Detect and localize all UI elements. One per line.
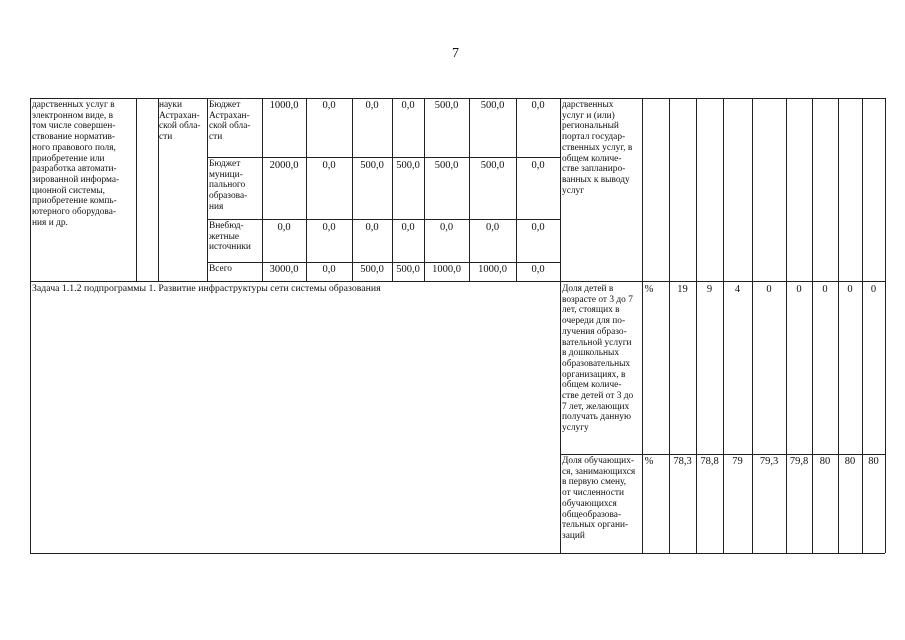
indicator-name: заций [562,530,585,541]
funding-value: 0,0 [322,222,336,233]
indicator-name: общеобразова- [562,509,622,520]
indicator-name: портал государ- [562,132,626,143]
funding-value: 500,0 [480,160,505,171]
indicator-value: 0 [870,284,877,295]
activity-description: разработка автомати- [32,164,117,175]
column-border [30,281,31,553]
indicator-name: услуг [562,185,585,196]
indicator-value: 80 [868,456,879,467]
activity-description: ния и др. [32,217,68,228]
funding-value: 2000,0 [269,160,299,171]
funding-value: 0,0 [439,222,454,233]
funding-source-label: жетные [209,231,240,242]
indicator-name: лет, стоящих в [562,305,620,316]
indicator-name: вательной услуги [562,337,632,348]
indicator-name: региональный [562,121,619,132]
task-row-top-border [30,281,885,282]
column-border [696,98,697,553]
funding-source-label: Бюджет [209,100,241,110]
indicator-value: 78,8 [700,456,719,467]
funding-value: 500,0 [480,100,505,111]
indicator-name: услугу [562,423,589,434]
indicator-value: 79 [732,456,743,467]
indicator-name: очереди для по- [562,316,626,327]
funding-value: 0,0 [531,222,545,233]
indicator-value: 79,3 [759,456,779,467]
executor-name: ской обла- [159,121,201,132]
activity-description: зированной информа- [32,174,120,185]
indicator-name: ственных услуг, в [562,142,633,153]
column-border [786,98,787,553]
funding-source-label: пального [209,180,246,191]
indicator-name: Доля обучающих- [562,456,635,466]
indicator-name: лучения образо- [562,326,627,337]
column-border [516,98,517,281]
activity-description: дарственных услуг в [32,100,115,110]
column-border [262,98,263,281]
indicator-name: услуг и (или) [562,110,615,121]
funding-source-label: Бюджет [209,159,241,169]
indicator-name: получать данную [562,412,631,423]
funding-source-label: источники [209,242,251,253]
activity-description: ютерного оборудова- [32,207,117,217]
column-border [752,98,753,553]
funding-source-label: муници- [209,169,243,180]
indicator-name: Доля детей в [562,284,614,294]
executor-name: Астрахан- [159,110,200,121]
column-border [862,98,863,553]
activity-description: ционной системы, [32,185,105,196]
indicator-name: возрасте от 3 до 7 [562,294,633,305]
funding-source-label: сти [209,132,223,143]
indicator-name: в дошкольных [562,348,620,359]
funding-value: 0,0 [365,222,379,233]
activity-description: электронном виде, в [32,110,114,121]
column-border [560,281,561,553]
funding-source-label: Всего [209,264,232,274]
indicator-name: дарственных [562,100,614,110]
column-border [207,98,208,281]
indicator-name: образовательных [562,358,631,369]
column-border [642,98,643,553]
indicator-value: 4 [734,284,741,295]
indicator-value: 0 [766,284,772,295]
source-divider [207,219,560,220]
indicator-name: организациях, в [562,369,626,380]
executor-name: науки [159,100,182,110]
column-border [560,98,561,281]
page-number: 7 [452,46,459,61]
funding-value: 0,0 [401,222,415,233]
indicator-unit: % [644,284,654,295]
funding-value: 0,0 [322,100,336,111]
column-border [136,98,137,281]
funding-value: 500,0 [434,100,459,111]
task-title: Задача 1.1.2 подпрограммы 1. Развитие инфраструктуры сети системы образования [32,283,381,294]
activity-description: приобретение компь- [32,196,117,207]
indicator-name: в первую смену, [562,477,627,488]
column-border [424,98,425,281]
source-divider [207,157,560,158]
funding-value: 1000,0 [432,264,461,275]
funding-value: 0,0 [531,264,545,275]
indicator-value: 80 [844,456,856,467]
funding-source-label: образова- [209,191,248,202]
funding-value: 0,0 [401,100,415,111]
activity-description: ствование норматив- [32,132,116,143]
indicator-name: от численности [562,488,624,499]
indicator-value: 80 [819,456,831,467]
indicator-value: 9 [706,284,713,295]
funding-source-label: ской обла- [209,121,251,132]
funding-source-label: Астрахан- [209,110,250,121]
column-border [306,98,307,281]
executor-name: сти [159,132,173,143]
funding-value: 1000,0 [478,264,507,275]
indicator-name: 7 лет, желающих [562,401,630,412]
indicator-value: 0 [847,284,853,295]
column-border [30,98,31,281]
column-border [812,98,813,553]
column-border [392,98,393,281]
funding-value: 0,0 [531,100,545,111]
indicator-name: стве запланиро- [562,164,626,175]
funding-value: 0,0 [322,160,336,171]
indicator-name: обучающихся [562,498,617,509]
column-border [723,98,724,553]
funding-value: 500,0 [434,160,459,171]
funding-value: 500,0 [396,160,420,171]
activity-description: том числе совершен- [32,121,116,132]
funding-value: 500,0 [360,160,384,171]
column-border [469,98,470,281]
indicator-value: 78,3 [673,456,692,467]
source-divider [207,262,560,263]
column-border [885,98,886,553]
indicator-value: 79,8 [789,456,809,467]
activity-description: ного правового поля, [32,142,116,153]
indicator-value: 0 [822,284,828,295]
column-border [352,98,353,281]
funding-value: 500,0 [396,264,420,275]
funding-value: 0,0 [485,222,500,233]
funding-value: 1000,0 [269,100,299,111]
funding-value: 0,0 [277,222,291,233]
indicator-name: ванных к выводу [562,174,630,185]
indicator-unit: % [644,456,654,467]
indicator-name: стве детей от 3 до [562,391,634,401]
indicator-value: 0 [796,284,802,295]
funding-source-label: ния [209,201,224,212]
indicator-name: тельных органи- [562,520,629,531]
funding-value: 3000,0 [269,264,299,275]
funding-value: 500,0 [360,264,384,275]
column-border [838,98,839,553]
funding-value: 0,0 [531,160,545,171]
funding-value: 0,0 [322,264,336,275]
indicator-value: 19 [677,284,688,295]
column-border [669,98,670,553]
indicator-name: общем количе- [562,153,622,164]
activity-description: приобретение или [32,153,105,164]
funding-value: 0,0 [365,100,379,111]
table-bottom-border [30,553,885,554]
funding-source-label: Внебюд- [209,221,244,231]
indicator-name: общем количе- [562,380,622,391]
indicator-name: ся, занимающихся [562,466,636,477]
